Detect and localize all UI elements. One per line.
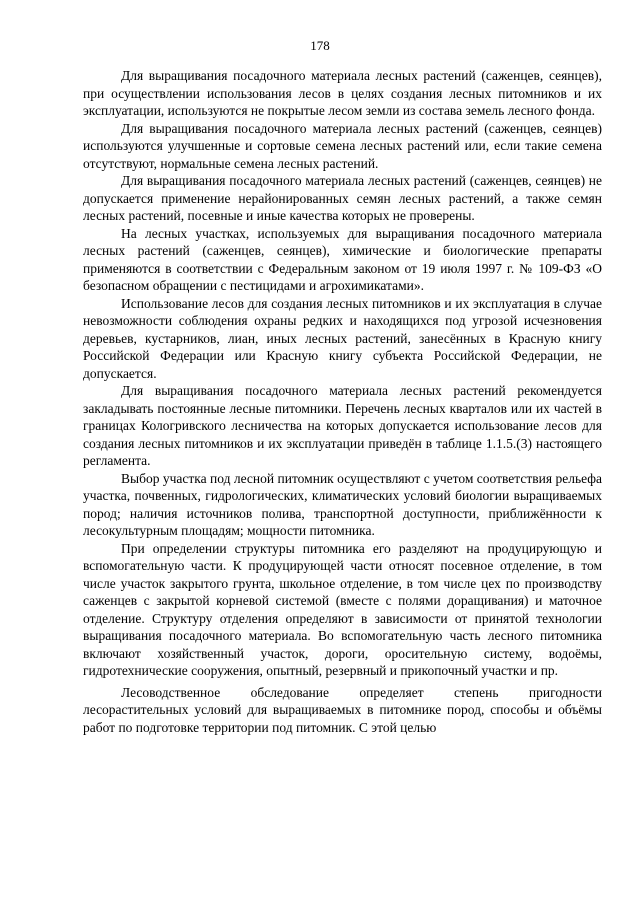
paragraph-planting-land: Для выращивания посадочного материала лесных растений (саженцев, сеянцев), при осуществлении использования лесов в целях создания лесных питомников и их эксплуатации, используются не покрытые лесом земли из состава земель лесного фонда. bbox=[83, 68, 602, 118]
paragraph-pesticides: На лесных участках, используемых для выращивания посадочного материала лесных растений (саженцев, сеянцев), химические и биологические препараты применяются в соответствии с Федеральным законом от 19 июля 1997 г. № 109-ФЗ «О безопасном обращении с пестицидами и агрохимикатами». bbox=[83, 225, 602, 293]
paragraph-red-book: Использование лесов для создания лесных питомников и их эксплуатация в случае невозможности соблюдения охраны редких и находящихся под угрозой исчезновения деревьев, кустарников, лиан, иных лесных растений, занесённых в Красную книгу Российской Федерации или Красную книгу субъекта Российской Федерации, не допускается. bbox=[83, 295, 602, 381]
paragraph-improved-seeds: Для выращивания посадочного материала лесных растений (саженцев, сеянцев) используются улучшенные и сортовые семена лесных растений или, если такие семена отсутствуют, нормальные семена лесных растений. bbox=[83, 120, 602, 171]
paragraph-survey: Лесоводственное обследование определяет степень пригодности лесорастительных условий для выращиваемых в питомнике пород, способы и объёмы работ по подготовке территории под питомник. С этой целью bbox=[83, 684, 602, 735]
paragraph-site-selection: Выбор участка под лесной питомник осуществляют с учетом соответствия рельефа участка, почвенных, гидрологических, климатических условий биологии выращиваемых пород; наличия источников полива, транспортной доступности, приближённости к лесокультурным площадям; мощности питомника. bbox=[83, 470, 602, 538]
page-body bbox=[83, 67, 602, 736]
paragraph-unzoned-seeds: Для выращивания посадочного материала лесных растений (саженцев, сеянцев) не допускается применение нерайонированных семян лесных растений, а также семян лесных растений, посевные и иные качества которых не проверены. bbox=[83, 173, 602, 223]
paragraph-permanent-nurseries: Для выращивания посадочного материала лесных растений рекомендуется закладывать постоянные лесные питомники. Перечень лесных кварталов или их частей в границах Кологривского лесничества на которых допускается использование лесов для создания лесных питомников и их эксплуатации приведён в таблице 1.1.5.(3) настоящего регламента. bbox=[83, 383, 602, 468]
paragraph-nursery-structure: При определении структуры питомника его разделяют на продуцирующую и вспомогательную части. К продуцирующей части относят посевное отделение, в том числе участок закрытого грунта, школьное отделение, в том числе цех по производству саженцев с закрытой корневой системой (вместе с полями доращивания) и маточное отделение. Структуру отделения определяют в зависимости от принятой технологии выращивания посадочного материала. Во вспомогательную часть лесного питомника включают хозяйственный участок, дороги, оросительную систему, водоёмы, гидротехнические сооружения, опытный, резервный и прикопочный участки и пр. bbox=[83, 540, 602, 678]
page-number: 178 bbox=[310, 38, 330, 53]
